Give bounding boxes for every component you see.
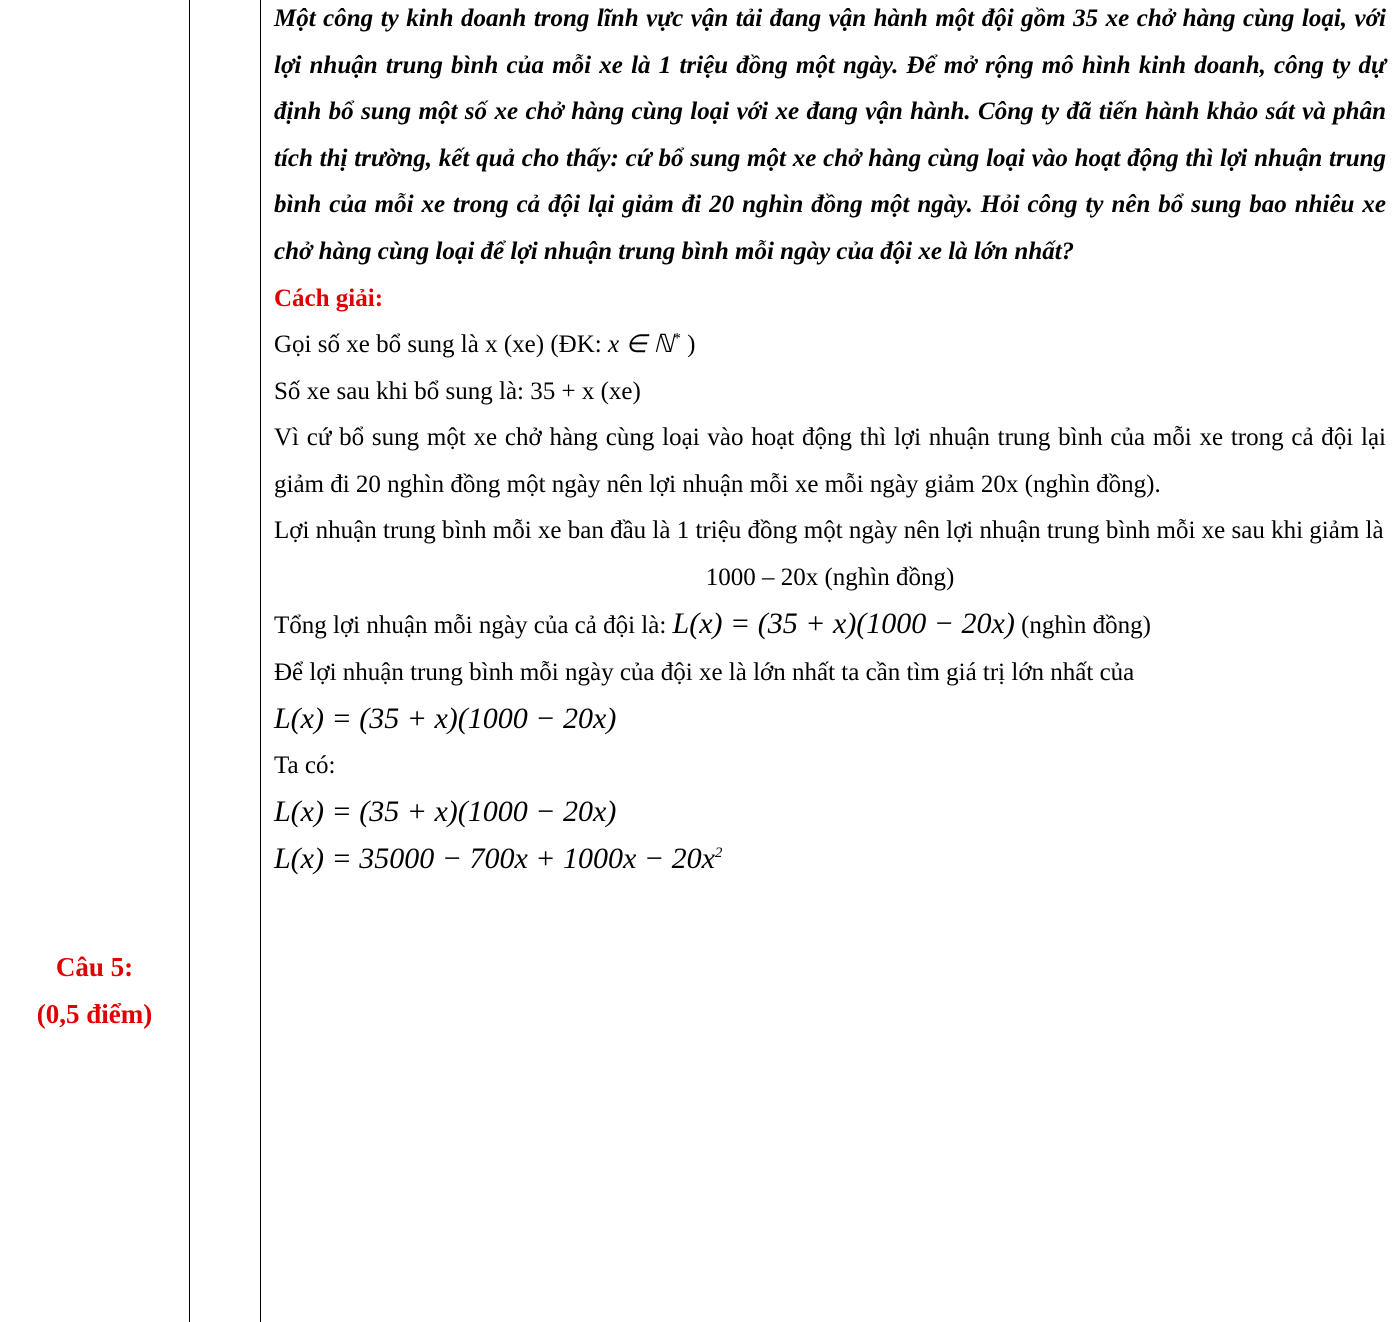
line-6-math: L(x) = (35 + x)(1000 − 20x) [672, 607, 1015, 641]
question-points: (0,5 điểm) [36, 999, 153, 1029]
problem-statement: Một công ty kinh doanh trong lĩnh vực vận tải đang vận hành một đội gồm 35 xe chở hàng cùng loại, với lợi nhuận trung bình của mỗi xe là 1 triệu đồng một ngày. Để mở rộng mô hình kinh doanh, công ty dự định bổ sung một số xe chở hàng cùng loại với xe đang vận hành. Công ty đã tiến hành khảo sát và phân tích thị trường, kết quả cho thấy: cứ bổ sung một xe chở hàng cùng loại vào hoạt động thì lợi nhuận trung bình của mỗi xe trong cả đội lại giảm đi 20 nghìn đồng một ngày. Hỏi công ty nên bổ sung bao nhiêu xe chở hàng cùng loại để lợi nhuận trung bình mỗi ngày của đội xe là lớn nhất? [274, 5, 1386, 265]
solution-line-8: L(x) = (35 + x)(1000 − 20x) [274, 702, 617, 736]
line-1-math: x ∈ ℕ [607, 331, 674, 359]
solution-line-11 [274, 836, 1386, 883]
line-1-end: ) [680, 331, 696, 359]
column-divider-left [189, 0, 190, 1322]
solution-line-2: Số xe sau khi bổ sung là: 35 + x (xe) [274, 377, 641, 405]
line-11-sup: 2 [714, 844, 723, 861]
line-6-text: Tổng lợi nhuận mỗi ngày của cả đội là: [274, 612, 673, 640]
solution-line-3: Vì cứ bổ sung một xe chở hàng cùng loại vào hoạt động thì lợi nhuận trung bình của mỗi xe trong cả đội lại giảm đi 20 nghìn đồng một ngày nên lợi nhuận mỗi xe mỗi ngày giảm 20x (nghìn đồng). [274, 424, 1386, 498]
line-11-text: L(x) = 35000 − 700x + 1000x − 20x [274, 841, 715, 875]
line-1-sup: * [673, 330, 681, 347]
content-column [274, 0, 1386, 882]
solution-line-10: L(x) = (35 + x)(1000 − 20x) [274, 795, 617, 829]
column-divider-right [260, 0, 261, 1322]
solution-line-1 [274, 322, 1386, 369]
solution-line-5: 1000 – 20x (nghìn đồng) [705, 563, 955, 591]
solution-line-4: Lợi nhuận trung bình mỗi xe ban đầu là 1 triệu đồng một ngày nên lợi nhuận trung bình mỗi xe sau khi giảm là [274, 517, 1384, 545]
solution-heading: Cách giải: [274, 284, 384, 312]
line-1-text: Gọi số xe bổ sung là x (xe) (ĐK: [274, 331, 608, 359]
solution-line-6 [274, 601, 1386, 650]
question-label [0, 944, 189, 1038]
line-6-end: (nghìn đồng) [1014, 612, 1151, 640]
solution-line-9: Ta có: [274, 751, 336, 779]
solution-line-7: Để lợi nhuận trung bình mỗi ngày của đội xe là lớn nhất ta cần tìm giá trị lớn nhất của [274, 658, 1135, 686]
question-number: Câu 5: [55, 952, 134, 982]
